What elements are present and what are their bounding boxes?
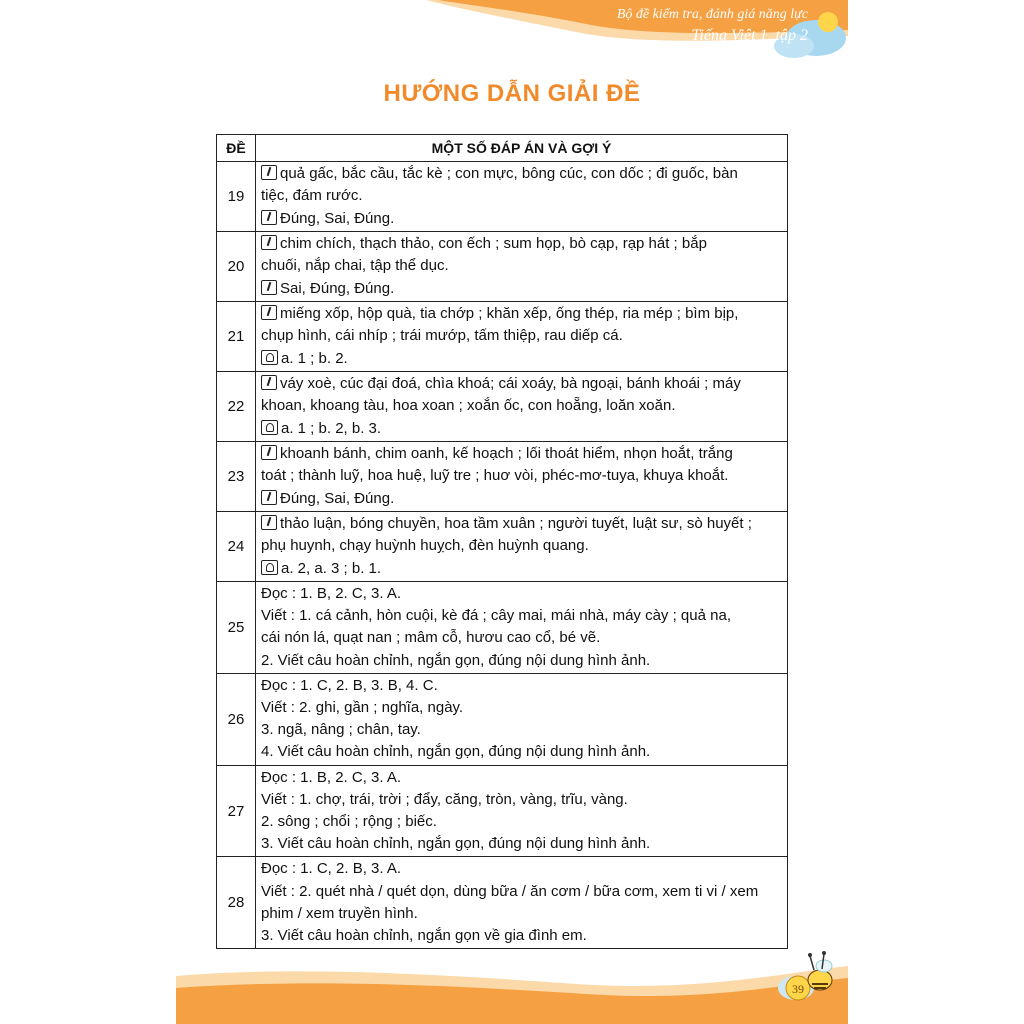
answer-text: Viết : 1. cá cảnh, hòn cuội, kè đá ; cây mai, mái nhà, máy cày ; quả na, (261, 607, 731, 625)
table-row (217, 582, 788, 674)
answer-cell (256, 442, 788, 512)
table-body (217, 162, 788, 949)
pencil-exercise-icon (261, 280, 277, 295)
answer-line (261, 767, 783, 789)
pencil-exercise-icon (261, 445, 277, 460)
answer-text: 4. Viết câu hoàn chỉnh, ngắn gọn, đúng nội dung hình ảnh. (261, 743, 651, 761)
answer-line (261, 325, 783, 347)
answer-line (261, 789, 783, 811)
answer-text: miếng xốp, hộp quà, tia chớp ; khăn xếp, ống thép, ria mép ; bìm bịp, (280, 305, 739, 323)
answer-text: phụ huynh, chạy huỳnh huỵch, đèn huỳnh quang. (261, 537, 589, 555)
answer-line (261, 535, 783, 557)
table-row (217, 232, 788, 302)
answer-line (261, 741, 783, 763)
table-row (217, 673, 788, 765)
pointing-hand-icon (261, 560, 278, 575)
book-page (176, 0, 848, 1024)
answer-text: chuối, nắp chai, tập thể dục. (261, 257, 449, 275)
answer-cell (256, 302, 788, 372)
answer-line (261, 881, 783, 903)
answer-text: tiệc, đám rước. (261, 187, 363, 205)
answer-line (261, 858, 783, 880)
answer-text: Đọc : 1. B, 2. C, 3. A. (261, 585, 402, 602)
answer-text: toát ; thành luỹ, hoa huệ, luỹ tre ; huơ vòi, phéc-mơ-tuya, khuya khoắt. (261, 467, 729, 485)
answer-line (261, 208, 783, 230)
answer-text: thảo luận, bóng chuyền, hoa tầm xuân ; người tuyết, luật sư, sò huyết ; (280, 515, 752, 533)
answer-cell (256, 372, 788, 442)
answer-line (261, 925, 783, 947)
header-de: ĐỀ (217, 135, 256, 162)
exam-number: 22 (217, 372, 256, 442)
exam-number: 25 (217, 582, 256, 674)
answer-text: Đọc : 1. C, 2. B, 3. A. (261, 860, 402, 878)
answer-text: chụp hình, cái nhíp ; trái mướp, tấm thiệp, rau diếp cá. (261, 327, 623, 345)
answer-text: a. 2, a. 3 ; b. 1. (281, 559, 382, 577)
answer-text: Sai, Đúng, Đúng. (280, 279, 395, 297)
answer-text: 3. Viết câu hoàn chỉnh, ngắn gọn, đúng nội dung hình ảnh. (261, 835, 651, 853)
answer-text: Đúng, Sai, Đúng. (280, 209, 395, 227)
answer-text: khoanh bánh, chim oanh, kế hoạch ; lối thoát hiểm, nhọn hoắt, trắng (280, 445, 733, 463)
table-row (217, 372, 788, 442)
answer-text: Viết : 2. quét nhà / quét dọn, dùng bữa / ăn cơm / bữa cơm, xem ti vi / xem (261, 882, 759, 900)
answer-text: 3. ngã, nâng ; chân, tay. (261, 721, 421, 739)
table-row (217, 857, 788, 949)
pointing-hand-icon (261, 350, 278, 365)
answer-line (261, 558, 783, 580)
table-row (217, 162, 788, 232)
answer-line (261, 348, 783, 370)
answer-cell (256, 582, 788, 674)
page-number: 39 (792, 982, 804, 996)
exam-number: 19 (217, 162, 256, 232)
table-row (217, 765, 788, 857)
answer-text: a. 1 ; b. 2, b. 3. (281, 419, 382, 437)
answer-cell (256, 673, 788, 765)
answer-text: 2. sông ; chổi ; rộng ; biếc. (261, 813, 437, 831)
answer-line (261, 255, 783, 277)
answer-line (261, 303, 783, 325)
answer-line (261, 650, 783, 672)
answer-text: váy xoè, cúc đại đoá, chìa khoá; cái xoáy, bà ngoại, bánh khoái ; máy (280, 375, 741, 393)
answer-text: chim chích, thạch thảo, con ếch ; sum họp, bò cạp, rạp hát ; bắp (280, 235, 707, 253)
answer-text: phim / xem truyền hình. (261, 904, 418, 922)
pencil-exercise-icon (261, 235, 277, 250)
answer-line (261, 605, 783, 627)
series-title: Bộ đề kiểm tra, đánh giá năng lực (616, 7, 808, 22)
exam-number: 21 (217, 302, 256, 372)
answer-line (261, 583, 783, 605)
answer-line (261, 719, 783, 741)
answer-line (261, 833, 783, 855)
answer-text: 2. Viết câu hoàn chỉnh, ngắn gọn, đúng nội dung hình ảnh. (261, 651, 651, 669)
answer-text: a. 1 ; b. 2. (281, 349, 348, 367)
answer-line (261, 185, 783, 207)
answer-line (261, 488, 783, 510)
book-title: Tiếng Việt 1, tập 2 (691, 27, 808, 44)
answer-line (261, 675, 783, 697)
answer-line (261, 443, 783, 465)
table-header-row (217, 135, 788, 162)
answer-text: Đọc : 1. C, 2. B, 3. B, 4. C. (261, 676, 438, 694)
answer-line (261, 811, 783, 833)
pencil-exercise-icon (261, 490, 277, 505)
exam-number: 20 (217, 232, 256, 302)
answer-line (261, 697, 783, 719)
answer-line (261, 233, 783, 255)
answer-line (261, 278, 783, 300)
answer-text: Đọc : 1. B, 2. C, 3. A. (261, 768, 402, 786)
pointing-hand-icon (261, 420, 278, 435)
pencil-exercise-icon (261, 515, 277, 530)
exam-number: 27 (217, 765, 256, 857)
bee-mascot (774, 942, 844, 1012)
answer-text: Đúng, Sai, Đúng. (280, 489, 395, 507)
page-title: HƯỚNG DẪN GIẢI ĐỀ (383, 80, 641, 107)
answer-line (261, 395, 783, 417)
answer-text: Viết : 1. chợ, trái, trời ; đẩy, căng, tròn, vàng, trĩu, vàng. (261, 790, 628, 808)
answer-cell (256, 232, 788, 302)
answer-line (261, 465, 783, 487)
pencil-exercise-icon (261, 210, 277, 225)
answer-cell (256, 162, 788, 232)
exam-number: 26 (217, 673, 256, 765)
footer-decoration (176, 954, 848, 1024)
pencil-exercise-icon (261, 305, 277, 320)
answer-cell (256, 512, 788, 582)
answer-line (261, 903, 783, 925)
answer-text: quả gấc, bắc cầu, tắc kè ; con mực, bông cúc, con dốc ; đi guốc, bàn (280, 165, 738, 183)
answer-text: khoan, khoang tàu, hoa xoan ; xoắn ốc, con hoẵng, loăn xoăn. (261, 397, 676, 415)
answer-line (261, 627, 783, 649)
answer-line (261, 373, 783, 395)
answer-text: cái nón lá, quạt nan ; mâm cỗ, hươu cao cổ, bé vẽ. (261, 629, 601, 647)
answer-line (261, 513, 783, 535)
answer-table (216, 134, 788, 949)
table-row (217, 302, 788, 372)
answer-line (261, 163, 783, 185)
header-answers: MỘT SỐ ĐÁP ÁN VÀ GỢI Ý (256, 135, 788, 162)
table-row (217, 442, 788, 512)
pencil-exercise-icon (261, 165, 277, 180)
table-row (217, 512, 788, 582)
answer-text: Viết : 2. ghi, gần ; nghĩa, ngày. (261, 699, 464, 717)
pencil-exercise-icon (261, 375, 277, 390)
exam-number: 24 (217, 512, 256, 582)
answer-cell (256, 765, 788, 857)
exam-number: 23 (217, 442, 256, 512)
exam-number: 28 (217, 857, 256, 949)
answer-cell (256, 857, 788, 949)
answer-text: 3. Viết câu hoàn chỉnh, ngắn gọn về gia đình em. (261, 927, 587, 945)
answer-line (261, 418, 783, 440)
book-header (617, 4, 808, 46)
